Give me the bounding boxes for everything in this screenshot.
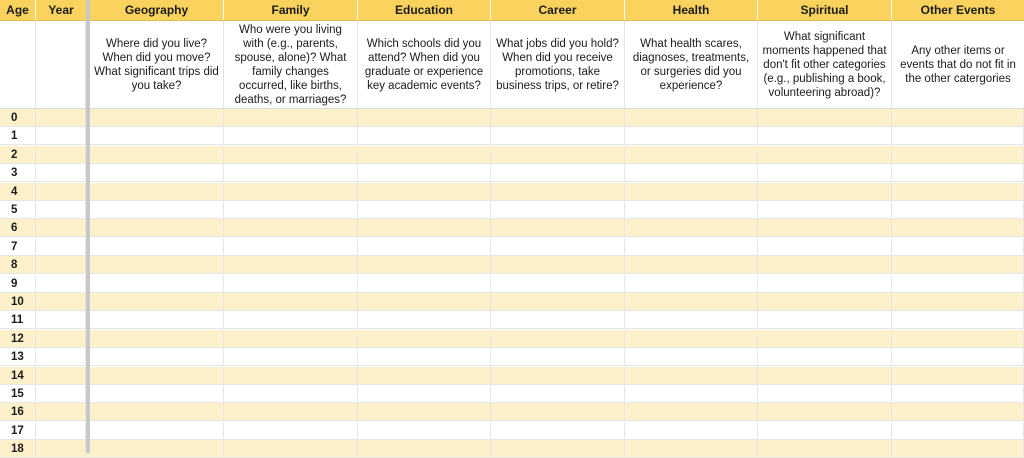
cell-spiritual[interactable] (758, 238, 892, 256)
cell-spiritual[interactable] (758, 219, 892, 237)
header-spiritual[interactable]: Spiritual (758, 0, 892, 20)
cell-year[interactable] (36, 311, 86, 329)
cell-family[interactable] (224, 367, 358, 385)
cell-spiritual[interactable] (758, 440, 892, 458)
header-education[interactable]: Education (358, 0, 491, 20)
desc-geography-cell[interactable] (90, 21, 224, 108)
cell-education[interactable] (358, 238, 491, 256)
cell-age[interactable]: 10 (0, 293, 36, 311)
cell-career[interactable] (491, 146, 625, 164)
cell-family[interactable] (224, 385, 358, 403)
cell-family[interactable] (224, 201, 358, 219)
cell-year[interactable] (36, 109, 86, 127)
cell-education[interactable] (358, 367, 491, 385)
cell-other[interactable] (892, 256, 1024, 274)
cell-health[interactable] (625, 293, 758, 311)
cell-spiritual[interactable] (758, 311, 892, 329)
cell-other[interactable] (892, 219, 1024, 237)
table-row (0, 183, 1024, 201)
cell-other[interactable] (892, 109, 1024, 127)
cell-year[interactable] (36, 422, 86, 440)
cell-health[interactable] (625, 422, 758, 440)
cell-health[interactable] (625, 164, 758, 182)
cell-family[interactable] (224, 293, 358, 311)
cell-family[interactable] (224, 164, 358, 182)
cell-family[interactable] (224, 219, 358, 237)
table-row (0, 127, 1024, 145)
cell-education[interactable] (358, 403, 491, 421)
table-row (0, 293, 1024, 311)
header-health[interactable]: Health (625, 0, 758, 20)
cell-career[interactable] (491, 219, 625, 237)
table-row (0, 403, 1024, 421)
cell-age[interactable]: 15 (0, 385, 36, 403)
cell-year[interactable] (36, 201, 86, 219)
cell-health[interactable] (625, 256, 758, 274)
cell-other[interactable] (892, 275, 1024, 293)
cell-education[interactable] (358, 348, 491, 366)
cell-education[interactable] (358, 183, 491, 201)
cell-health[interactable] (625, 219, 758, 237)
cell-geography[interactable] (90, 367, 224, 385)
desc-other-cell[interactable] (892, 21, 1024, 108)
table-row (0, 348, 1024, 366)
cell-spiritual[interactable] (758, 367, 892, 385)
desc-spiritual-cell[interactable] (758, 21, 892, 108)
cell-other[interactable] (892, 183, 1024, 201)
table-row (0, 367, 1024, 385)
cell-education[interactable] (358, 440, 491, 458)
cell-spiritual[interactable] (758, 348, 892, 366)
cell-age[interactable]: 8 (0, 256, 36, 274)
cell-spiritual[interactable] (758, 256, 892, 274)
cell-career[interactable] (491, 238, 625, 256)
table-row (0, 422, 1024, 440)
cell-year[interactable] (36, 440, 86, 458)
cell-career[interactable] (491, 348, 625, 366)
table-row (0, 440, 1024, 458)
cell-spiritual[interactable] (758, 164, 892, 182)
cell-age[interactable]: 16 (0, 403, 36, 421)
cell-education[interactable] (358, 330, 491, 348)
cell-geography[interactable] (90, 256, 224, 274)
cell-year[interactable] (36, 219, 86, 237)
cell-career[interactable] (491, 385, 625, 403)
cell-age[interactable]: 3 (0, 164, 36, 182)
cell-spiritual[interactable] (758, 146, 892, 164)
cell-career[interactable] (491, 311, 625, 329)
cell-geography[interactable] (90, 348, 224, 366)
cell-spiritual[interactable] (758, 403, 892, 421)
cell-other[interactable] (892, 146, 1024, 164)
cell-other[interactable] (892, 422, 1024, 440)
header-year[interactable]: Year (36, 0, 87, 20)
cell-year[interactable] (36, 348, 86, 366)
cell-year[interactable] (36, 293, 86, 311)
cell-other[interactable] (892, 311, 1024, 329)
cell-age[interactable]: 0 (0, 109, 36, 127)
cell-health[interactable] (625, 127, 758, 145)
cell-geography[interactable] (90, 385, 224, 403)
table-row (0, 164, 1024, 182)
cell-education[interactable] (358, 109, 491, 127)
cell-spiritual[interactable] (758, 127, 892, 145)
cell-year[interactable] (36, 164, 86, 182)
cell-age[interactable]: 14 (0, 367, 36, 385)
cell-year[interactable] (36, 403, 86, 421)
cell-other[interactable] (892, 403, 1024, 421)
cell-geography[interactable] (90, 275, 224, 293)
cell-career[interactable] (491, 293, 625, 311)
table-row (0, 109, 1024, 127)
cell-health[interactable] (625, 183, 758, 201)
cell-other[interactable] (892, 238, 1024, 256)
desc-spiritual: What significant moments happened that don't fit other categories (e.g., publishing a book, volunteering abroad)? (762, 30, 887, 99)
cell-career[interactable] (491, 367, 625, 385)
desc-age-cell[interactable] (0, 21, 36, 108)
cell-other[interactable] (892, 293, 1024, 311)
cell-family[interactable] (224, 422, 358, 440)
header-row (0, 0, 1024, 21)
cell-other[interactable] (892, 201, 1024, 219)
cell-career[interactable] (491, 183, 625, 201)
cell-education[interactable] (358, 127, 491, 145)
cell-family[interactable] (224, 403, 358, 421)
cell-geography[interactable] (90, 440, 224, 458)
cell-health[interactable] (625, 348, 758, 366)
cell-career[interactable] (491, 109, 625, 127)
cell-age[interactable]: 2 (0, 146, 36, 164)
cell-career[interactable] (491, 201, 625, 219)
cell-geography[interactable] (90, 238, 224, 256)
cell-career[interactable] (491, 127, 625, 145)
cell-other[interactable] (892, 330, 1024, 348)
table-row (0, 219, 1024, 237)
cell-career[interactable] (491, 330, 625, 348)
table-row (0, 275, 1024, 293)
cell-family[interactable] (224, 275, 358, 293)
cell-geography[interactable] (90, 183, 224, 201)
cell-spiritual[interactable] (758, 275, 892, 293)
cell-age[interactable]: 17 (0, 422, 36, 440)
cell-family[interactable] (224, 256, 358, 274)
cell-education[interactable] (358, 201, 491, 219)
desc-health-cell[interactable] (625, 21, 758, 108)
cell-spiritual[interactable] (758, 330, 892, 348)
header-other-events[interactable]: Other Events (920, 3, 996, 17)
cell-year[interactable] (36, 275, 86, 293)
cell-geography[interactable] (90, 201, 224, 219)
cell-other[interactable] (892, 127, 1024, 145)
cell-geography[interactable] (90, 127, 224, 145)
table-row (0, 146, 1024, 164)
cell-age[interactable]: 11 (0, 311, 36, 329)
table-row (0, 201, 1024, 219)
cell-age[interactable]: 4 (0, 183, 36, 201)
cell-education[interactable] (358, 219, 491, 237)
description-row (0, 21, 1024, 109)
header-geography[interactable]: Geography (90, 0, 224, 20)
cell-year[interactable] (36, 330, 86, 348)
table-row (0, 385, 1024, 403)
cell-education[interactable] (358, 311, 491, 329)
cell-geography[interactable] (90, 109, 224, 127)
cell-family[interactable] (224, 311, 358, 329)
cell-family[interactable] (224, 109, 358, 127)
cell-year[interactable] (36, 183, 86, 201)
cell-spiritual[interactable] (758, 109, 892, 127)
cell-year[interactable] (36, 256, 86, 274)
cell-spiritual[interactable] (758, 293, 892, 311)
cell-geography[interactable] (90, 403, 224, 421)
cell-health[interactable] (625, 311, 758, 329)
cell-age[interactable]: 6 (0, 219, 36, 237)
cell-family[interactable] (224, 440, 358, 458)
cell-age[interactable]: 12 (0, 330, 36, 348)
cell-geography[interactable] (90, 311, 224, 329)
desc-family-cell[interactable] (224, 21, 358, 108)
cell-career[interactable] (491, 422, 625, 440)
cell-geography[interactable] (90, 422, 224, 440)
cell-health[interactable] (625, 330, 758, 348)
cell-other[interactable] (892, 348, 1024, 366)
cell-age[interactable]: 1 (0, 127, 36, 145)
cell-education[interactable] (358, 146, 491, 164)
cell-year[interactable] (36, 238, 86, 256)
cell-family[interactable] (224, 238, 358, 256)
cell-family[interactable] (224, 127, 358, 145)
cell-career[interactable] (491, 440, 625, 458)
cell-health[interactable] (625, 440, 758, 458)
desc-health: What health scares, diagnoses, treatments, or surgeries did you experience? (632, 37, 750, 92)
cell-career[interactable] (491, 275, 625, 293)
cell-age[interactable]: 7 (0, 238, 36, 256)
cell-education[interactable] (358, 164, 491, 182)
cell-education[interactable] (358, 275, 491, 293)
cell-geography[interactable] (90, 219, 224, 237)
cell-education[interactable] (358, 385, 491, 403)
cell-career[interactable] (491, 164, 625, 182)
desc-career-cell[interactable] (491, 21, 625, 108)
cell-health[interactable] (625, 238, 758, 256)
cell-health[interactable] (625, 385, 758, 403)
cell-health[interactable] (625, 146, 758, 164)
cell-spiritual[interactable] (758, 201, 892, 219)
cell-career[interactable] (491, 403, 625, 421)
desc-education: Which schools did you attend? When did you graduate or experience key academic events? (364, 37, 484, 92)
cell-age[interactable]: 9 (0, 275, 36, 293)
cell-spiritual[interactable] (758, 422, 892, 440)
cell-age[interactable]: 18 (0, 440, 36, 458)
cell-geography[interactable] (90, 293, 224, 311)
desc-career: What jobs did you hold? When did you receive promotions, take business trips, or retire? (496, 37, 619, 92)
header-career[interactable]: Career (491, 0, 625, 20)
cell-family[interactable] (224, 348, 358, 366)
cell-health[interactable] (625, 367, 758, 385)
cell-family[interactable] (224, 183, 358, 201)
cell-family[interactable] (224, 146, 358, 164)
cell-year[interactable] (36, 367, 86, 385)
desc-education-cell[interactable] (358, 21, 491, 108)
cell-other[interactable] (892, 385, 1024, 403)
desc-family: Who were you living with (e.g., parents, spouse, alone)? What family changes occurred, like births, deaths, or marriages? (234, 23, 347, 106)
header-family[interactable]: Family (224, 0, 358, 20)
cell-education[interactable] (358, 422, 491, 440)
desc-geography: Where did you live? When did you move? What significant trips did you take? (94, 37, 219, 92)
cell-year[interactable] (36, 385, 86, 403)
cell-other[interactable] (892, 164, 1024, 182)
cell-spiritual[interactable] (758, 183, 892, 201)
cell-career[interactable] (491, 256, 625, 274)
cell-health[interactable] (625, 109, 758, 127)
table-row (0, 256, 1024, 274)
table-row (0, 330, 1024, 348)
header-age[interactable]: Age (0, 0, 36, 20)
cell-year[interactable] (36, 146, 86, 164)
cell-geography[interactable] (90, 146, 224, 164)
frozen-column-divider[interactable] (86, 0, 90, 453)
cell-education[interactable] (358, 293, 491, 311)
cell-geography[interactable] (90, 330, 224, 348)
cell-education[interactable] (358, 256, 491, 274)
cell-age[interactable]: 5 (0, 201, 36, 219)
cell-other[interactable] (892, 367, 1024, 385)
cell-geography[interactable] (90, 164, 224, 182)
desc-other: Any other items or events that do not fit in the other catergories (900, 44, 1016, 85)
cell-age[interactable]: 13 (0, 348, 36, 366)
table-row (0, 238, 1024, 256)
table-row (0, 311, 1024, 329)
desc-year-cell[interactable] (36, 21, 86, 108)
cell-health[interactable] (625, 275, 758, 293)
cell-other[interactable] (892, 440, 1024, 458)
cell-year[interactable] (36, 127, 86, 145)
cell-spiritual[interactable] (758, 385, 892, 403)
cell-family[interactable] (224, 330, 358, 348)
cell-health[interactable] (625, 201, 758, 219)
cell-health[interactable] (625, 403, 758, 421)
